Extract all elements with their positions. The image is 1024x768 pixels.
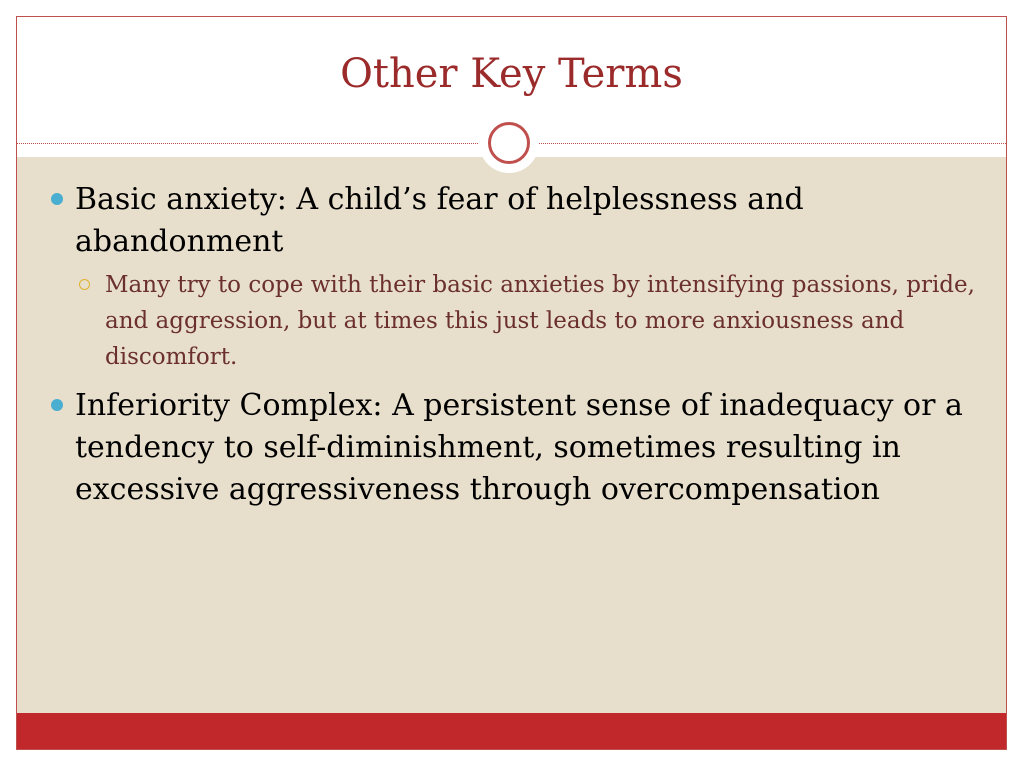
bullet-item-inferiority-complex bbox=[47, 385, 977, 511]
bullet-dot-icon bbox=[51, 399, 63, 411]
sub-bullet-list bbox=[75, 267, 977, 375]
footer-bar bbox=[17, 713, 1006, 749]
slide bbox=[16, 16, 1007, 750]
bullet-text: Inferiority Complex: A persistent sense of inadequacy or a tendency to self-diminishment, sometimes resulting in excessive aggressiveness through overcompensation bbox=[75, 388, 963, 507]
sub-bullet-text: Many try to cope with their basic anxieties by intensifying passions, pride, and aggression, but at times this just leads to more anxiousness and discomfort. bbox=[105, 272, 975, 370]
sub-bullet-item bbox=[75, 267, 977, 375]
bullet-item-basic-anxiety bbox=[47, 179, 977, 375]
slide-title: Other Key Terms bbox=[340, 51, 683, 97]
bullet-text: Basic anxiety: A child’s fear of helplessness and abandonment bbox=[75, 182, 804, 259]
bullet-dot-icon bbox=[51, 193, 63, 205]
circle-ornament-icon bbox=[479, 113, 539, 173]
hollow-circle-bullet-icon bbox=[79, 279, 90, 290]
ornament-ring bbox=[488, 122, 530, 164]
bullet-list bbox=[47, 179, 977, 521]
